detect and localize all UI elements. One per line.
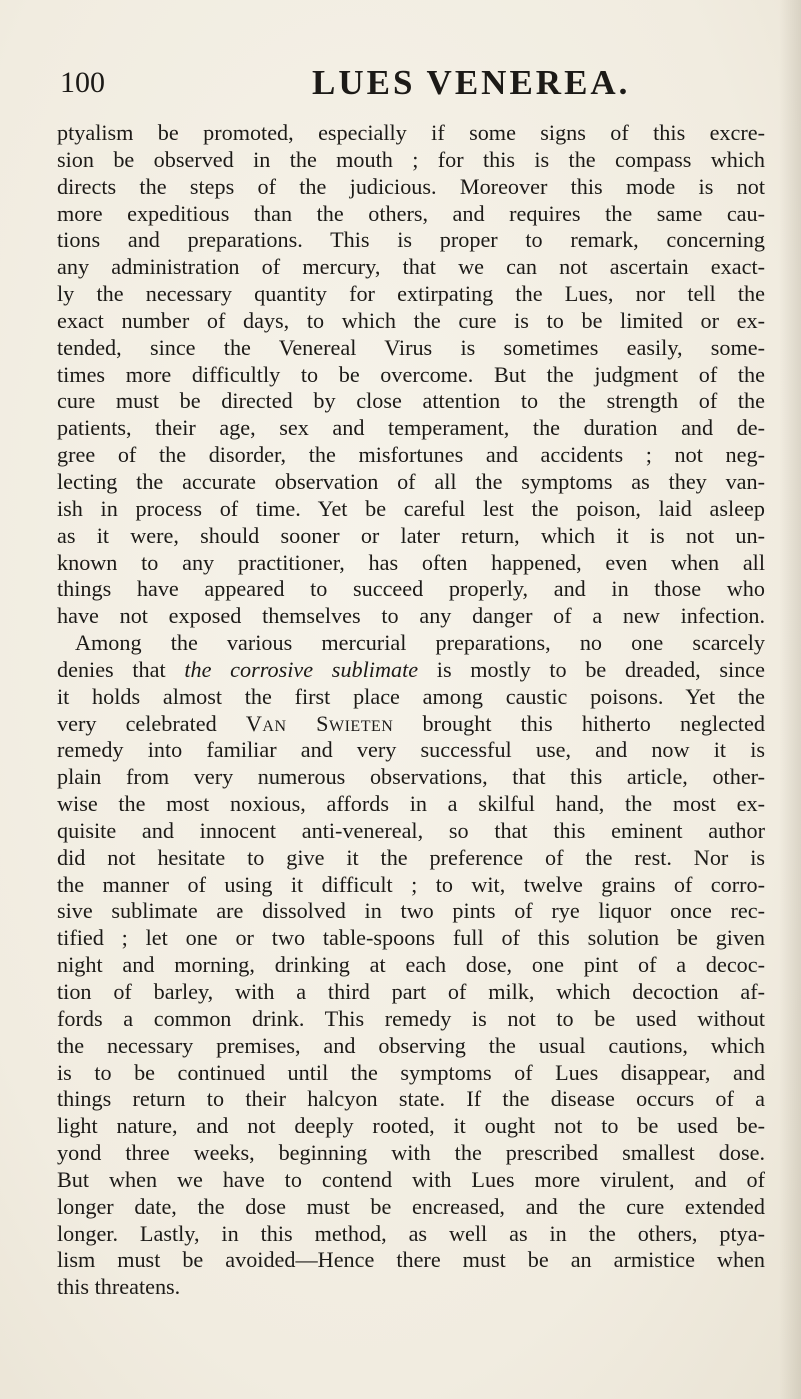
text-line bbox=[57, 1086, 765, 1113]
page-edge-shadow bbox=[779, 0, 801, 1399]
text-segment: things return to their halcyon state. If the disease occurs of a bbox=[57, 1086, 765, 1112]
text-line bbox=[57, 603, 765, 630]
body-text bbox=[57, 120, 765, 1301]
text-segment: fords a common drink. This remedy is not to be used without bbox=[57, 1005, 765, 1031]
text-line bbox=[57, 469, 765, 496]
text-line bbox=[57, 201, 765, 228]
text-line bbox=[57, 684, 765, 711]
text-segment: very celebrated bbox=[57, 710, 246, 736]
text-line bbox=[57, 576, 765, 603]
text-segment: But when we have to contend with Lues more virulent, and of bbox=[57, 1166, 765, 1192]
page-number: 100 bbox=[60, 66, 105, 99]
text-segment: things have appeared to succeed properly, and in those who bbox=[57, 576, 765, 602]
text-line bbox=[57, 1247, 765, 1274]
text-line bbox=[57, 630, 765, 657]
text-segment: longer date, the dose must be encreased, and the cure extended bbox=[57, 1193, 765, 1219]
text-segment: sive sublimate are dissolved in two pints of rye liquor once rec- bbox=[57, 898, 765, 924]
text-segment: tified ; let one or two table-spoons full of this solution be given bbox=[57, 925, 765, 951]
text-line bbox=[57, 1221, 765, 1248]
text-line bbox=[57, 979, 765, 1006]
text-segment: plain from very numerous observations, that this article, other- bbox=[57, 764, 765, 790]
text-line bbox=[57, 120, 765, 147]
text-segment: is mostly to be dreaded, since bbox=[418, 656, 765, 682]
text-line bbox=[57, 1194, 765, 1221]
text-segment: quisite and innocent anti-venereal, so that this eminent author bbox=[57, 817, 765, 843]
text-line bbox=[57, 1113, 765, 1140]
text-segment: ly the necessary quantity for extirpating the Lues, nor tell the bbox=[57, 281, 765, 307]
text-segment: patients, their age, sex and temperament, the duration and de- bbox=[57, 415, 765, 441]
text-segment: have not exposed themselves to any danger of a new infection. bbox=[57, 603, 765, 629]
text-line bbox=[57, 1060, 765, 1087]
text-segment: did not hesitate to give it the preference of the rest. Nor is bbox=[57, 844, 765, 870]
text-segment: lecting the accurate observation of all the symptoms as they van- bbox=[57, 468, 765, 494]
text-line bbox=[57, 550, 765, 577]
text-line bbox=[57, 952, 765, 979]
text-line bbox=[57, 845, 765, 872]
text-segment: yond three weeks, beginning with the prescribed smallest dose. bbox=[57, 1140, 765, 1166]
text-segment: is to be continued until the symptoms of Lues disappear, and bbox=[57, 1059, 765, 1085]
text-line bbox=[57, 791, 765, 818]
text-line bbox=[57, 711, 765, 738]
text-segment: as it were, should sooner or later return, which it is not un- bbox=[57, 522, 765, 548]
text-line bbox=[57, 147, 765, 174]
text-segment: cure must be directed by close attention to the strength of the bbox=[57, 388, 765, 414]
text-segment: times more difficultly to be overcome. But the judgment of the bbox=[57, 361, 765, 387]
text-line bbox=[57, 362, 765, 389]
text-line bbox=[57, 1006, 765, 1033]
text-segment: tended, since the Venereal Virus is sometimes easily, some- bbox=[57, 334, 765, 360]
text-segment: denies that bbox=[57, 656, 185, 682]
text-segment: the necessary premises, and observing the usual cautions, which bbox=[57, 1032, 765, 1058]
text-segment: ptyalism be promoted, especially if some signs of this excre- bbox=[57, 120, 765, 145]
text-line bbox=[57, 415, 765, 442]
text-line bbox=[57, 335, 765, 362]
text-line bbox=[57, 442, 765, 469]
text-segment: light nature, and not deeply rooted, it ought not to be used be- bbox=[57, 1113, 765, 1139]
text-segment: it holds almost the first place among caustic poisons. Yet the bbox=[57, 683, 765, 709]
text-line bbox=[57, 388, 765, 415]
text-line bbox=[57, 308, 765, 335]
text-segment: this threatens. bbox=[57, 1274, 181, 1300]
text-line bbox=[57, 254, 765, 281]
text-segment: known to any practitioner, has often happened, even when all bbox=[57, 549, 765, 575]
text-segment: ish in process of time. Yet be careful lest the poison, laid asleep bbox=[57, 495, 765, 521]
text-segment: longer. Lastly, in this method, as well as in the others, ptya- bbox=[57, 1220, 765, 1246]
text-segment: sion be observed in the mouth ; for this is the compass which bbox=[57, 146, 765, 172]
text-segment: night and morning, drinking at each dose, one pint of a decoc- bbox=[57, 952, 765, 978]
text-segment: lism must be avoided—Hence there must be an armistice when bbox=[57, 1247, 765, 1273]
text-segment: more expeditious than the others, and requires the same cau- bbox=[57, 200, 765, 226]
text-segment: wise the most noxious, affords in a skilful hand, the most ex- bbox=[57, 791, 765, 817]
text-line bbox=[57, 1033, 765, 1060]
text-line bbox=[57, 657, 765, 684]
text-line bbox=[57, 764, 765, 791]
text-segment: brought this hitherto neglected bbox=[393, 710, 765, 736]
text-segment: remedy into familiar and very successful use, and now it is bbox=[57, 737, 765, 763]
text-smallcaps: Van Swieten bbox=[245, 710, 394, 736]
text-line bbox=[57, 523, 765, 550]
text-line bbox=[57, 174, 765, 201]
text-line bbox=[57, 227, 765, 254]
text-line bbox=[57, 1140, 765, 1167]
text-segment: tions and preparations. This is proper to remark, concerning bbox=[57, 227, 765, 253]
text-line bbox=[57, 1167, 765, 1194]
text-segment: directs the steps of the judicious. Moreover this mode is not bbox=[57, 173, 765, 199]
text-line bbox=[57, 818, 765, 845]
running-head bbox=[60, 60, 760, 106]
text-line bbox=[57, 925, 765, 952]
text-line bbox=[57, 737, 765, 764]
text-segment: the manner of using it difficult ; to wit, twelve grains of corro- bbox=[57, 871, 765, 897]
text-segment: any administration of mercury, that we can not ascertain exact- bbox=[57, 254, 765, 280]
text-line bbox=[57, 281, 765, 308]
running-title: LUES VENEREA. bbox=[312, 63, 631, 102]
text-segment: gree of the disorder, the misfortunes and accidents ; not neg- bbox=[57, 442, 765, 468]
text-line bbox=[57, 872, 765, 899]
text-segment: exact number of days, to which the cure is to be limited or ex- bbox=[57, 307, 765, 333]
text-line bbox=[57, 1274, 765, 1301]
text-segment: tion of barley, with a third part of milk, which decoction af- bbox=[57, 979, 765, 1004]
text-line bbox=[57, 496, 765, 523]
text-segment: Among the various mercurial preparations, no one scarcely bbox=[75, 630, 765, 656]
text-line bbox=[57, 898, 765, 925]
text-italic: the corrosive sublimate bbox=[184, 656, 419, 682]
